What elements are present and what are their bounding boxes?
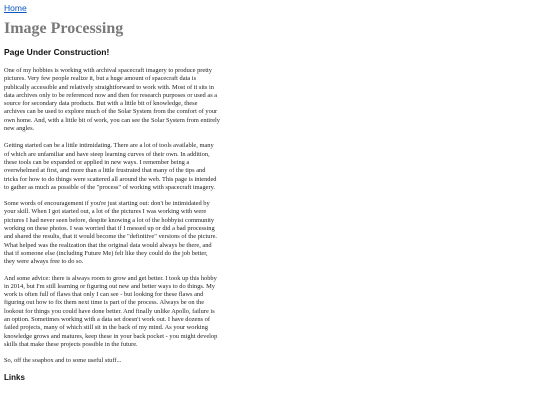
page-subtitle: Page Under Construction!	[4, 47, 110, 57]
links-heading: Links	[4, 372, 25, 382]
paragraph-encouragement: Some words of encouragement if you're just starting out: don't be intimidated by your skill. When I got started out, a lot of the pictures I was working with were pictures I had never seen before, despite knowing a lot of the hobbyist community working on these photos. I was worried that if I messed up or did a bad processing and shared the results, that it would become the "definitive" versions of the picture. What helped was the realization that the original data would always be there, and that if someone else (including Future Me) felt like they could do the job better, they were always free to do so.	[4, 200, 218, 266]
paragraph-intro: One of my hobbies is working with archival spacecraft imagery to produce pretty pictures. Very few people realize it, but a huge amount of spacecraft data is publically accessible and relatively straightforward to work with. Most of it sits in data archives only to be referenced now and then for research purposes or used as a source for secondary data products. But with a little bit of knowledge, these archives can be used to explore much of the Solar System from the comfort of your own home. And, with a little bit of work, you can see the Solar System from entirely new angles.	[4, 67, 220, 133]
page-title: Image Processing	[4, 20, 124, 37]
paragraph-getting-started: Getting started can be a little intimidating. There are a lot of tools available, many of which are unfamiliar and have steep learning curves of their own. In addition, these tools can be expanded or applied in new ways. I remember being a overwhelmed at first, and more than a little frustrated that many of the tips and tricks for how to do things were scattered all around the web. This page is intended to gather as much as possible of the "process" of working with spacecraft imagery.	[4, 142, 217, 191]
paragraph-advice: And some advice: there is always room to grow and get better. I took up this hobby in 2014, but I'm still learning or figuring out new and better ways to do things. My work is often full of flaws that only I can see - but looking for these flaws and figuring out how to fix them next time is part of the process. Always be on the lookout for things you could have done better. And finally unlike Apollo, failure is an option. Sometimes working with a data set doesn't work out. I have dozens of failed projects, many of which still sit in the back of my mind. As your working knowledge grows and matures, keep these in your back pocket - you might develop skills that make these projects possible in the future.	[4, 274, 218, 348]
page-content	[4, 0, 220, 383]
paragraph-transition: So, off the soapbox and to some useful stuff...	[4, 357, 122, 365]
home-link[interactable]: Home	[4, 3, 27, 13]
